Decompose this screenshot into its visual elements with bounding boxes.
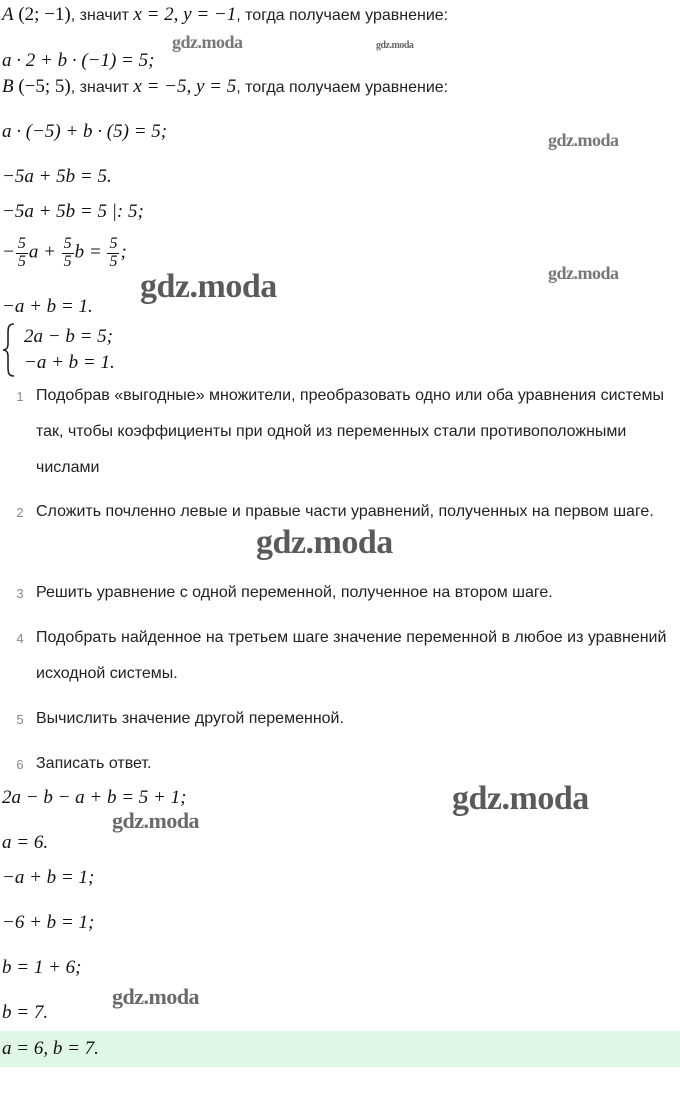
step-number: 1 [16,389,24,404]
system-row-2: −a + b = 1. [24,352,115,373]
watermark: gdz.moda [452,780,589,817]
answer-highlight [0,1031,680,1067]
step-number: 6 [16,757,24,772]
watermark: gdz.moda [256,524,393,561]
eq4-frac-1: $\frac{5}{5}$ [17,235,26,270]
watermark: gdz.moda [112,808,200,833]
point-b-values: x = −5, y = 5 [133,76,237,97]
watermark: gdz.moda [172,32,243,52]
step-text: Вычислить значение другой переменной. [36,710,344,727]
eq4-b: b = [74,241,107,263]
step-text: Подобрав «выгодные» множители, преобразовать одно или оба уравнения системы так, чтобы коэффициенты при одной из переменных стали противоположными числами [36,387,665,476]
step-text: Сложить почленно левые и правые части уравнений, полученных на первом шаге. [36,503,654,520]
equation-2: −5a + 5b = 5. [2,166,112,187]
step-text: Решить уравнение с одной переменной, полученное на втором шаге. [36,584,553,601]
point-b-text: , значит [70,79,134,96]
eq4-frac-3: $\frac{5}{5}$ [109,235,118,270]
step-text: Подобрать найденное на третьем шаге значение переменной в любое из уравнений исходной системы. [36,629,667,682]
solution-6: b = 7. [2,1002,49,1023]
point-a-values: x = 2, y = −1 [133,4,237,25]
equation-1: a · (−5) + b · (5) = 5; [2,121,168,142]
equation-5: −a + b = 1. [2,296,93,317]
solution-3: −a + b = 1; [2,867,95,888]
step-number: 2 [16,505,24,520]
step-text: Записать ответ. [36,755,152,772]
point-a-tail: , тогда получаем уравнение: [236,7,449,24]
step-number: 4 [16,631,24,646]
equation-a: a · 2 + b · (−1) = 5; [2,50,155,71]
eq4-frac-2: $\frac{5}{5}$ [63,235,72,270]
system-row-1: 2a − b = 5; [24,326,113,347]
watermark: gdz.moda [548,130,619,150]
watermark: gdz.moda [548,263,619,283]
point-a-line [2,4,448,26]
watermark: gdz.moda [140,268,277,305]
point-b-label: B (−5; 5) [2,76,71,97]
equation-4 [2,236,127,271]
eq4-end: ; [120,241,127,263]
answer: a = 6, b = 7. [2,1038,99,1059]
point-b-line [2,76,448,98]
step-number: 5 [16,712,24,727]
curly-brace-icon [2,322,18,378]
point-a-label: A (2; −1) [2,4,71,25]
eq4-minus: − [2,241,15,263]
solution-4: −6 + b = 1; [2,912,95,933]
solution-5: b = 1 + 6; [2,957,82,978]
point-b-tail: , тогда получаем уравнение: [236,79,449,96]
watermark: gdz.moda [376,40,414,51]
equation-3: −5a + 5b = 5 |: 5; [2,201,144,222]
step-number: 3 [16,586,24,601]
watermark: gdz.moda [112,984,200,1009]
eq4-a: a + [28,241,61,263]
solution-1: 2a − b − a + b = 5 + 1; [2,787,187,808]
solution-2: a = 6. [2,832,49,853]
point-a-text: , значит [70,7,134,24]
